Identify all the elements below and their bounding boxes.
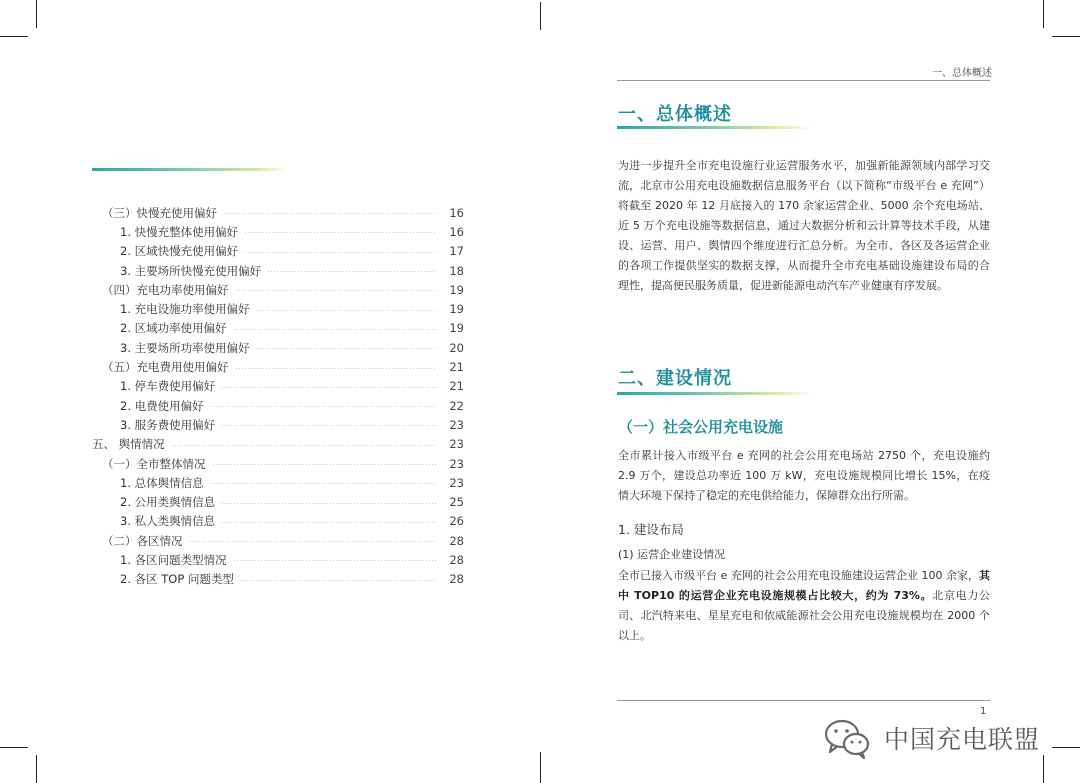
toc-entry-label: 2. 电费使用偏好 [120, 398, 204, 413]
toc-leader-dots [267, 271, 436, 272]
toc-entry-label: （二）各区情况 [102, 533, 183, 548]
toc-entry-page: 25 [449, 495, 464, 510]
operator-text-1: 全市已接入市级平台 e 充网的社会公用充电设施建设运营企业 100 余家， [618, 569, 979, 582]
running-head: 一、总体概述 [932, 68, 992, 79]
running-head-rule [617, 80, 990, 81]
toc-entry[interactable] [92, 338, 464, 357]
heading-operator-construction: (1) 运营企业建设情况 [618, 548, 726, 561]
toc-leader-dots [256, 348, 436, 349]
toc-entry-label: （一）全市整体情况 [102, 456, 206, 471]
toc-entry-label: 3. 服务费使用偏好 [120, 417, 216, 432]
section1-body: 为进一步提升全市充电设施行业运营服务水平，加强新能源领域内部学习交流，北京市公用充电设施数据信息服务平台（以下简称“市级平台 e 充网”）将截至 2020 年 12 月底接入的 170 余家运营企业、5000 余个充电场站、近 5 万个充电设施等数据信息，通过大数据分析和云计算等技术手段，从建设、运营、用户、舆情四个维度进行汇总分析。为全市、各区及各运营企业的各项工作提供坚实的数据支撑，从而提升全市充电基础设施建设布局的合理性，提高便民服务质量，促进新能源电动汽车产业健康有序发展。 [618, 159, 990, 292]
toc-leader-dots [221, 503, 436, 504]
crop-mark [1043, 0, 1044, 28]
toc-entry[interactable] [92, 357, 464, 376]
section2-title: 二、建设情况 [618, 368, 732, 389]
section2-rule [617, 392, 813, 395]
toc-leader-dots [221, 387, 436, 388]
crop-mark [1043, 755, 1044, 783]
crop-mark [36, 755, 37, 783]
watermark-text: 中国充电联盟 [884, 725, 1041, 754]
toc-entry-page: 23 [449, 437, 464, 452]
toc-entry-page: 19 [449, 321, 464, 336]
toc-leader-dots [210, 406, 436, 407]
toc-entry-page: 23 [449, 475, 464, 490]
crop-mark [36, 0, 37, 28]
toc-leader-dots [235, 290, 437, 291]
toc-entry-page: 26 [449, 514, 464, 529]
toc-leader-dots [221, 522, 436, 523]
wechat-icon [822, 716, 872, 760]
toc-entry-label: 1. 总体舆情信息 [120, 475, 204, 490]
toc-leader-dots [256, 310, 436, 311]
toc-entry-label: 1. 快慢充整体使用偏好 [120, 224, 239, 239]
toc-entry[interactable] [92, 280, 464, 299]
toc-entry-label: （五）充电费用使用偏好 [102, 360, 229, 375]
toc-accent-rule [92, 168, 288, 171]
toc-leader-dots [223, 213, 436, 214]
toc-entry-page: 16 [449, 224, 464, 239]
table-of-contents [92, 203, 464, 589]
toc-leader-dots [233, 560, 436, 561]
toc-entry-label: 五、 舆情情况 [92, 437, 165, 452]
toc-entry-page: 28 [449, 572, 464, 587]
toc-entry-label: （四）充电功率使用偏好 [102, 282, 229, 297]
crop-mark [0, 36, 28, 37]
toc-entry-page: 28 [449, 552, 464, 567]
operator-text-2: 北京电力公司、北汽特来电、星星充电和依威能源社会公用充电设施规模均在 2000 个以上。 [618, 589, 991, 642]
toc-entry[interactable] [92, 222, 464, 241]
toc-entry-page: 18 [449, 263, 464, 278]
crop-mark [0, 747, 28, 748]
toc-leader-dots [240, 580, 436, 581]
toc-entry-label: 3. 主要场所功率使用偏好 [120, 340, 250, 355]
toc-entry-page: 23 [449, 456, 464, 471]
toc-entry[interactable] [92, 550, 464, 569]
toc-entry[interactable] [92, 492, 464, 511]
footer-rule [617, 700, 990, 701]
toc-entry-label: 3. 主要场所快慢充使用偏好 [120, 263, 262, 278]
toc-entry-page: 17 [449, 244, 464, 259]
toc-entry-page: 22 [449, 398, 464, 413]
toc-entry[interactable] [92, 396, 464, 415]
section1-rule [617, 126, 813, 129]
toc-entry-label: 1. 各区问题类型情况 [120, 552, 227, 567]
toc-entry-page: 16 [449, 205, 464, 220]
toc-entry-label: （三）快慢充使用偏好 [102, 205, 217, 220]
toc-entry[interactable] [92, 435, 464, 454]
toc-entry-page: 19 [449, 282, 464, 297]
toc-entry[interactable] [92, 377, 464, 396]
toc-entry-page: 21 [449, 379, 464, 394]
toc-entry-page: 19 [449, 302, 464, 317]
toc-entry[interactable] [92, 203, 464, 222]
page-number: 1 [980, 706, 987, 717]
toc-entry[interactable] [92, 319, 464, 338]
toc-entry-label: 1. 停车费使用偏好 [120, 379, 216, 394]
operator-paragraph [618, 566, 990, 646]
heading-construction-layout: 1. 建设布局 [618, 522, 684, 537]
toc-leader-dots [233, 329, 436, 330]
toc-entry-page: 20 [449, 340, 464, 355]
toc-leader-dots [221, 425, 436, 426]
toc-leader-dots [171, 445, 436, 446]
toc-entry-label: 2. 各区 TOP 问题类型 [120, 572, 234, 587]
toc-entry[interactable] [92, 570, 464, 589]
toc-entry-label: 2. 区域功率使用偏好 [120, 321, 227, 336]
toc-entry-page: 21 [449, 360, 464, 375]
toc-entry[interactable] [92, 512, 464, 531]
subsection-body: 全市累计接入市级平台 e 充网的社会公用充电场站 2750 个，充电设施约 2.9 万个，建设总功率近 100 万 kW，充电设施规模同比增长 15%，在疫情大环境下保持了稳定的充电供给能力，保障群众出行所需。 [618, 449, 990, 502]
toc-entry-label: 1. 充电设施功率使用偏好 [120, 302, 250, 317]
toc-entry[interactable] [92, 415, 464, 434]
crop-mark [1052, 747, 1080, 748]
toc-entry[interactable] [92, 531, 464, 550]
toc-leader-dots [244, 232, 436, 233]
toc-entry[interactable] [92, 454, 464, 473]
toc-entry-label: 2. 公用类舆情信息 [120, 495, 216, 510]
toc-entry[interactable] [92, 299, 464, 318]
toc-leader-dots [189, 541, 437, 542]
crop-mark [1052, 36, 1080, 37]
toc-entry-label: 2. 区域快慢充使用偏好 [120, 244, 239, 259]
toc-leader-dots [235, 368, 437, 369]
crop-mark [540, 2, 541, 30]
toc-entry[interactable] [92, 473, 464, 492]
toc-leader-dots [244, 252, 436, 253]
toc-entry-label: 3. 私人类舆情信息 [120, 514, 216, 529]
watermark [822, 716, 1040, 760]
subsection-title: （一）社会公用充电设施 [618, 418, 784, 436]
toc-entry-page: 28 [449, 533, 464, 548]
section1-title: 一、总体概述 [618, 104, 732, 125]
toc-entry-page: 23 [449, 417, 464, 432]
crop-mark [540, 752, 541, 783]
toc-leader-dots [210, 483, 436, 484]
operator-text-bold: 其中 TOP10 的运营企业充电设施规模占比较大，约为 73%。 [618, 569, 990, 602]
toc-entry[interactable] [92, 261, 464, 280]
toc-leader-dots [212, 464, 437, 465]
toc-entry[interactable] [92, 242, 464, 261]
